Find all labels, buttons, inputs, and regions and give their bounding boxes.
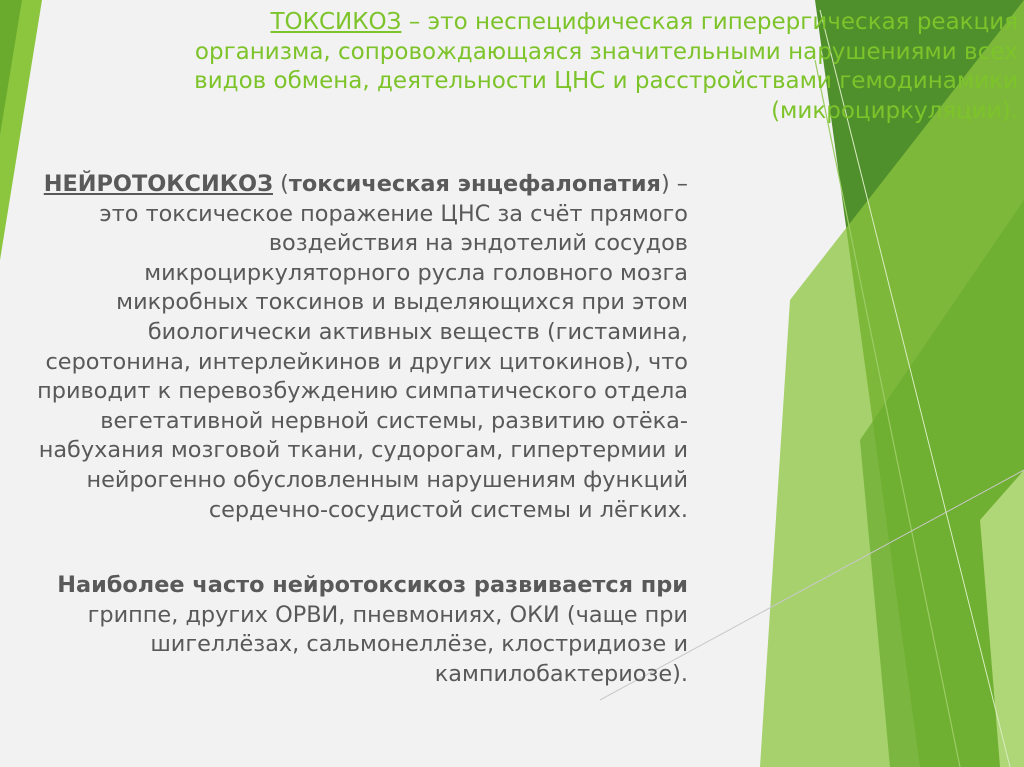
definition-text: ) – это токсическое поражение ЦНС за счёт прямого воздействия на эндотелий сосудов микроциркуляторного русла головного мозга микробных токсинов и выделяющихся при этом биологически активных веществ (гистамина, серотонина, интерлейкинов и других цитокинов), что приводит к перевозбуждению симпатического отдела вегетативной нервной системы, развитию отёка-набухания мозговой ткани, судорогам, гипертермии и нейрогенно обусловленным нарушениям функций сердечно-сосудистой системы и лёгких.: [37, 171, 688, 523]
title-term: ТОКСИКОЗ: [270, 9, 402, 35]
slide-body: [10, 170, 688, 690]
title-text: – это неспецифическая гиперергическая реакция организма, сопровождающаяся значительными нарушениями всех видов обмена, деятельности ЦНС и расстройствами гемодинамики (микроциркуляции).: [194, 9, 1018, 124]
frequency-bold: Наиболее часто нейротоксикоз развивается при: [57, 572, 688, 599]
slide-title: [180, 8, 1018, 126]
definition-term: НЕЙРОТОКСИКОЗ: [43, 171, 273, 197]
definition-paragraph: [10, 170, 688, 525]
frequency-text: гриппе, других ОРВИ, пневмониях, ОКИ (чаще при шигеллёзах, сальмонеллёзе, клостридиозе и кампилобактериозе).: [87, 601, 688, 687]
frequency-paragraph: [10, 571, 688, 689]
definition-paren: (: [272, 171, 289, 197]
definition-term-note: токсическая энцефалопатия: [288, 171, 661, 197]
